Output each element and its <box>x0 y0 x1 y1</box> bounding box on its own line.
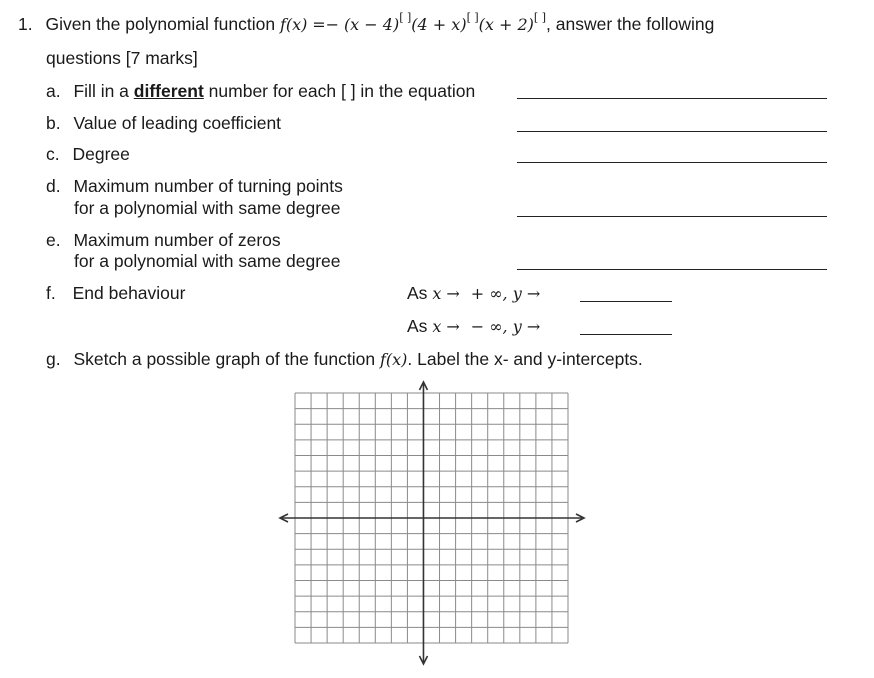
part-f-text: End behaviour <box>72 283 186 303</box>
part-letter: g. <box>46 349 61 369</box>
factor-1: (x − 4) <box>343 15 400 34</box>
part-e-line2: for a polynomial with same degree <box>74 251 341 271</box>
part-a <box>46 81 475 102</box>
answer-line-a[interactable] <box>517 98 827 99</box>
equals-sign: =− <box>312 15 340 34</box>
part-a-text: Fill in a <box>73 81 129 101</box>
grid-svg[interactable] <box>278 380 588 670</box>
part-b-text: Value of leading coefficient <box>73 113 282 133</box>
part-g <box>46 349 643 370</box>
function-name: f(x) <box>379 350 408 369</box>
part-letter: c. <box>46 144 60 164</box>
part-c <box>46 144 130 165</box>
part-c-text: Degree <box>72 144 130 164</box>
exponent-blank-3: [ ] <box>533 11 547 24</box>
sketch-grid[interactable] <box>278 380 588 670</box>
intro-text: Given the polynomial function <box>45 14 276 34</box>
part-b <box>46 113 281 134</box>
part-d <box>46 176 343 197</box>
part-letter: d. <box>46 176 61 196</box>
part-d-line1: Maximum number of turning points <box>73 176 343 196</box>
function-name: f(x) <box>279 15 308 34</box>
intro-line-2: questions [7 marks] <box>46 48 198 68</box>
intro-suffix: answer the following <box>555 14 715 34</box>
emphasis-different: different <box>133 81 204 101</box>
part-g-text: Sketch a possible graph of the function <box>73 349 376 369</box>
comma: , <box>546 14 551 34</box>
limit-text: − ∞, y → <box>470 317 541 336</box>
question-number: 1. <box>18 14 33 34</box>
factor-2: (4 + x) <box>411 15 467 34</box>
as-label: As <box>407 316 428 336</box>
part-g-text-after: . Label the x- and y-intercepts. <box>407 349 643 369</box>
limit-text: + ∞, y → <box>470 284 541 303</box>
answer-line-c[interactable] <box>517 162 827 163</box>
answer-line-e[interactable] <box>517 269 827 270</box>
end-behaviour-row-2 <box>407 316 540 337</box>
x-arrow: x → <box>432 317 460 336</box>
part-a-text-after: number for each [ ] in the equation <box>208 81 476 101</box>
part-e <box>46 230 281 251</box>
part-d-line2: for a polynomial with same degree <box>74 198 341 218</box>
answer-line-f2[interactable] <box>580 334 672 335</box>
exponent-blank-2: [ ] <box>466 11 479 24</box>
exponent-blank-1: [ ] <box>399 11 412 24</box>
part-e-line1: Maximum number of zeros <box>73 230 281 250</box>
part-f <box>46 283 185 304</box>
x-arrow: x → <box>432 284 460 303</box>
answer-line-d[interactable] <box>517 216 827 217</box>
part-letter: b. <box>46 113 61 133</box>
answer-line-b[interactable] <box>517 131 827 132</box>
part-letter: a. <box>46 81 61 101</box>
answer-line-f1[interactable] <box>580 301 672 302</box>
as-label: As <box>407 283 428 303</box>
question-stem <box>18 11 715 35</box>
end-behaviour-row-1 <box>407 283 540 304</box>
factor-3: (x + 2) <box>478 15 534 34</box>
part-letter: f. <box>46 283 56 303</box>
part-letter: e. <box>46 230 61 250</box>
